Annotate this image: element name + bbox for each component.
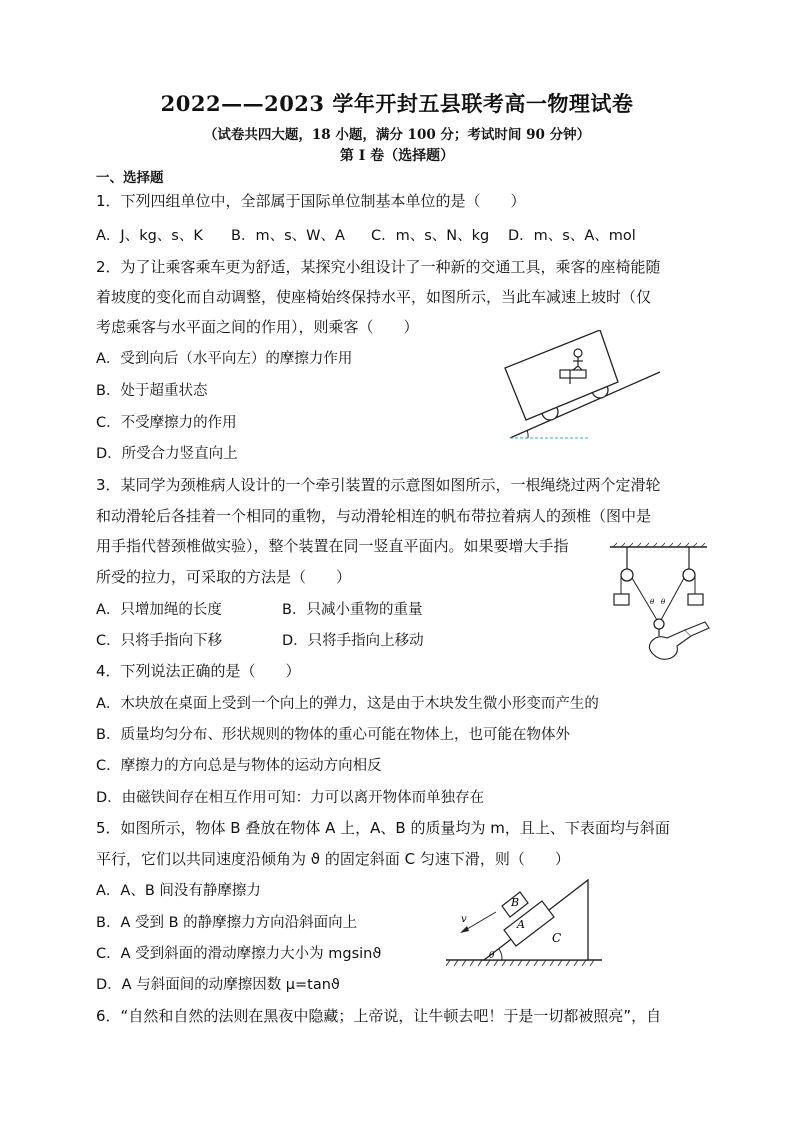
q3-stem-line3: 用手指代替颈椎做实验），整个装置在同一竖直平面内。如果要增大手指 [96,537,569,555]
volume-heading: 第 I 卷（选择题） [339,148,455,164]
q3-theta-left: θ [650,598,655,606]
q5-option-b: B．A 受到 B 的静摩擦力方向沿斜面向上 [96,915,358,931]
q2-incline-vehicle-figure [500,330,665,448]
q3-left-fixed-pulley [621,569,633,581]
q5-label-v: v [461,914,467,925]
q3-option-a: A．只增加绳的长度 [96,602,222,618]
q5-stem-line1: 5．如图所示，物体 B 叠放在物体 A 上，A、B 的质量均为 m，且上、下表面均与斜面 [96,819,670,837]
q4-option-c: C．摩擦力的方向总是与物体的运动方向相反 [96,758,382,774]
q2-option-d: D．所受合力竖直向上 [96,446,238,462]
q3-stem-line4: 所受的拉力，可采取的方法是（ ） [96,568,352,586]
q6-stem-line1: 6．“自然和自然的法则在黑夜中隐藏；上帝说，让牛顿去吧！于是一切都被照亮”，自 [96,1007,662,1025]
q3-right-weight [688,594,703,605]
q5-stem-line2: 平行，它们以共同速度沿倾角为 ϑ 的固定斜面 C 匀速下滑，则（ ） [96,850,570,868]
q2-option-c: C．不受摩擦力的作用 [96,415,237,431]
q2-stem-line1: 2．为了让乘客乘车更为舒适，某探究小组设计了一种新的交通工具，乘客的座椅能随 [96,258,661,276]
q3-theta-right: θ [661,598,666,606]
q3-movable-pulley [654,619,664,629]
q3-option-c: C．只将手指向下移 [96,633,223,649]
q5-label-b: B [511,896,520,909]
q5-option-c: C．A 受到斜面的滑动摩擦力大小为 mgsinϑ [96,946,382,962]
q1-options [96,224,702,245]
q5-option-d: D．A 与斜面间的动摩擦因数 μ=tanϑ [96,977,340,993]
q2-stem-line3: 考虑乘客与水平面之间的作用），则乘客（ ） [96,318,419,336]
q2-option-b: B．处于超重状态 [96,383,208,399]
q1-option-c: C．m、s、N、kg [371,228,490,244]
q5-ground-hatch [446,960,594,966]
exam-title: 2022——2023 学年开封五县联考高一物理试卷 [160,91,634,116]
q3-stem-line1: 3．某同学为颈椎病人设计的一个牵引装置的示意图如图所示，一根绳绕过两个定滑轮 [96,476,661,494]
q5-label-c: C [552,931,562,945]
q5-label-a: A [517,918,525,931]
q4-option-a: A．木块放在桌面上受到一个向上的弹力，这是由于木块发生微小形变而产生的 [96,696,599,712]
q1-option-a: A．J、kg、s、K [96,228,203,244]
q3-stem-line2: 和动滑轮后各挂着一个相同的重物，与动滑轮相连的帆布带拉着病人的颈椎（图中是 [96,507,652,525]
q5-label-theta: θ [489,951,495,961]
q3-option-b: B．只减小重物的重量 [282,602,423,618]
q2-option-a: A．受到向后（水平向左）的摩擦力作用 [96,351,353,367]
q3-hand [649,630,691,659]
q2-stem-line2: 着坡度的变化而自动调整，使座椅始终保持水平，如图所示，当此车减速上坡时（仅 [96,288,652,306]
q1-stem: 1．下列四组单位中，全部属于国际单位制基本单位的是（ ） [96,192,526,210]
q1-option-b: B．m、s、W、A [231,228,345,244]
q3-right-fixed-pulley [683,569,695,581]
q2-seat [560,370,586,378]
q5-velocity-arrowhead [460,926,469,933]
q4-option-b: B．质量均匀分布、形状规则的物体的重心可能在物体上，也可能在物体外 [96,727,570,743]
q2-angle-arc [527,430,528,438]
q3-pulley-figure [605,542,715,670]
q4-stem: 4．下列说法正确的是（ ） [96,662,301,680]
section-heading: 一、选择题 [96,170,164,186]
q2-passenger-head [574,349,582,357]
q5-option-a: A．A、B 间没有静摩擦力 [96,883,261,899]
q3-option-d: D．只将手指向上移动 [282,633,424,649]
q3-left-weight [614,594,629,605]
q5-incline-blocks-figure [444,872,604,972]
exam-subtitle: （试卷共四大题，18 小题，满分 100 分；考试时间 90 分钟） [203,127,591,143]
q1-option-d: D．m、s、A、mol [508,228,636,244]
q4-option-d: D．由磁铁间存在相互作用可知：力可以离开物体而单独存在 [96,790,485,806]
